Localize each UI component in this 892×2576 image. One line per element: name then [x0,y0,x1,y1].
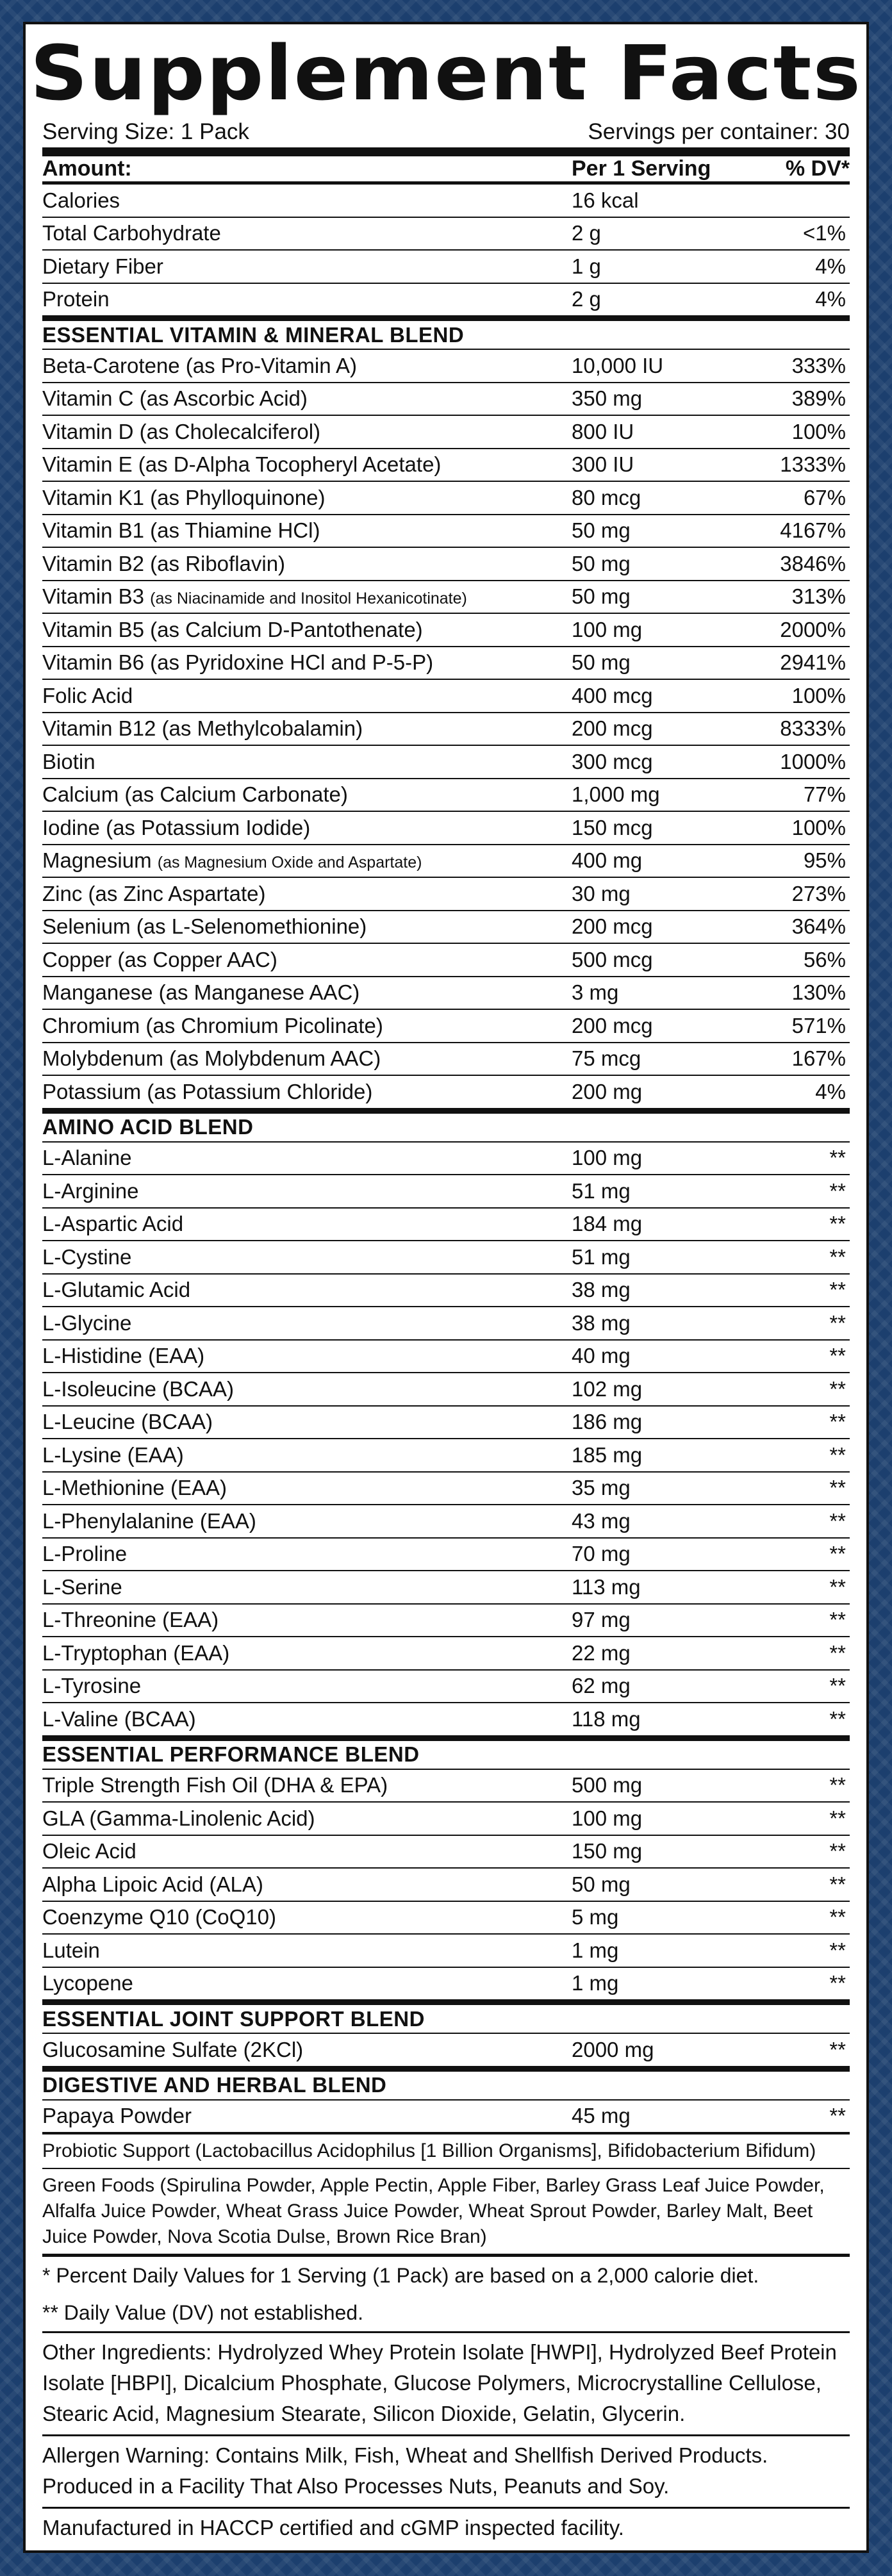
nutrient-label: Manganese (as Manganese AAC) [42,980,360,1005]
nutrient-amount: 1,000 mg [572,782,660,807]
header-amount: Amount: [42,156,132,181]
nutrient-name [42,1278,572,1302]
nutrient-dv: 4% [815,287,846,311]
nutrient-amount: 1 mg [572,1971,619,1995]
nutrient-name [42,684,572,708]
nutrient-label: Beta-Carotene (as Pro-Vitamin A) [42,353,357,377]
digestive-blend-section [42,2101,850,2134]
nutrient-dv: 2941% [780,650,846,675]
amino-blend-section [42,1143,850,1737]
nutrient-dv: 100% [791,683,846,707]
basics-section [42,185,850,317]
nutrient-name [42,1839,572,1863]
table-row [42,878,850,911]
table-row [42,614,850,647]
nutrient-name [42,1443,572,1467]
nutrient-label: L-Lysine (EAA) [42,1442,184,1467]
nutrient-dv: 364% [791,914,846,939]
table-row [42,1637,850,1671]
nutrient-amount: 50 mg [572,650,631,675]
nutrient-label: Vitamin B3 [42,584,144,609]
table-row [42,1241,850,1275]
nutrient-dv: ** [829,1806,846,1830]
nutrient-dv: ** [829,1640,846,1665]
nutrient-amount: 200 mg [572,1079,643,1103]
nutrient-label: Calories [42,188,120,212]
nutrient-dv: 130% [791,980,846,1005]
nutrient-label: Vitamin B1 (as Thiamine HCl) [42,518,320,543]
nutrient-dv: ** [829,1212,846,1236]
table-row [42,944,850,977]
table-row [42,1539,850,1572]
nutrient-label: L-Glycine [42,1310,132,1335]
nutrient-name [42,1344,572,1368]
joint-blend-title: ESSENTIAL JOINT SUPPORT BLEND [42,2001,850,2034]
nutrient-dv: ** [829,1376,846,1401]
performance-blend-title: ESSENTIAL PERFORMANCE BLEND [42,1737,850,1770]
nutrient-name [42,254,572,279]
nutrient-dv: ** [829,1178,846,1203]
nutrient-dv: ** [829,1542,846,1566]
table-row [42,350,850,383]
nutrient-dv: 4% [815,254,846,278]
nutrient-name [42,452,572,477]
performance-blend-section [42,1770,850,2001]
nutrient-amount: 10,000 IU [572,353,664,377]
nutrient-name [42,2038,572,2062]
nutrient-name [42,1410,572,1434]
nutrient-name [42,848,572,873]
nutrient-dv: ** [829,1773,846,1797]
nutrient-label: Vitamin D (as Cholecalciferol) [42,419,321,443]
nutrient-dv: ** [829,1574,846,1599]
servings-per-container: Servings per container: 30 [588,119,850,144]
nutrient-amount: 5 mg [572,1905,619,1929]
nutrient-label: L-Leucine (BCAA) [42,1410,213,1434]
nutrient-amount: 185 mg [572,1442,643,1467]
nutrient-name [42,420,572,444]
nutrient-amount: 500 mcg [572,947,653,971]
table-row [42,1010,850,1043]
nutrient-name [42,1542,572,1566]
nutrient-label: Vitamin B6 (as Pyridoxine HCl and P-5-P) [42,650,434,675]
nutrient-amount: 97 mg [572,1608,631,1632]
nutrient-amount: 50 mg [572,518,631,543]
footnote-not-established: ** Daily Value (DV) not established. [42,2301,363,2324]
nutrient-amount: 113 mg [572,1574,641,1599]
manufacturing-statement: Manufactured in HACCP certified and cGMP inspected facility. [42,2507,850,2548]
nutrient-name [42,354,572,378]
nutrient-dv: 313% [791,584,846,609]
digestive-blend-title: DIGESTIVE AND HERBAL BLEND [42,2067,850,2101]
nutrient-name [42,816,572,840]
table-row [42,1373,850,1407]
nutrient-name [42,618,572,642]
table-row [42,548,850,581]
joint-blend-section [42,2034,850,2067]
nutrient-label: L-Histidine (EAA) [42,1344,205,1368]
nutrient-amount: 800 IU [572,419,634,443]
table-row [42,845,850,879]
nutrient-label: Lycopene [42,1971,133,1995]
nutrient-name [42,1674,572,1698]
vitamin-blend-title: ESSENTIAL VITAMIN & MINERAL BLEND [42,317,850,350]
nutrient-amount: 300 mcg [572,749,653,773]
nutrient-label: L-Tryptophan (EAA) [42,1640,230,1665]
nutrient-label: Vitamin B12 (as Methylcobalamin) [42,716,363,741]
nutrient-amount: 50 mg [572,551,631,575]
nutrient-name [42,1971,572,1995]
nutrient-label: L-Methionine (EAA) [42,1476,227,1500]
table-row [42,1703,850,1737]
nutrient-dv: 8333% [780,716,846,741]
nutrient-name [42,1245,572,1269]
nutrient-amount: 16 kcal [572,188,639,212]
table-row [42,383,850,417]
nutrient-name [42,1212,572,1236]
nutrient-dv: 1000% [780,749,846,773]
nutrient-dv: 100% [791,815,846,839]
nutrient-amount: 1 mg [572,1938,619,1962]
green-foods-text: Green Foods (Spirulina Powder, Apple Pectin, Apple Fiber, Barley Grass Leaf Juice Powder, Alfalfa Juice Powder, Wheat Grass Juice Powder, Wheat Sprout Powder, Barley Malt, Beet Juice Powder, Nova Scotia Dulse, Brown Rice Bran) [42,2168,850,2254]
nutrient-name [42,486,572,510]
nutrient-name [42,980,572,1005]
nutrient-name [42,782,572,807]
table-row [42,2101,850,2134]
nutrient-label: Calcium (as Calcium Carbonate) [42,782,348,807]
nutrient-label: Molybdenum (as Molybdenum AAC) [42,1046,381,1071]
nutrient-name [42,750,572,774]
nutrient-label: L-Glutamic Acid [42,1278,191,1302]
table-row [42,1505,850,1539]
supplement-facts-panel [23,22,869,2553]
nutrient-dv: 77% [803,782,846,807]
nutrient-amount: 150 mcg [572,815,653,839]
nutrient-amount: 184 mg [572,1212,643,1236]
table-row [42,812,850,845]
nutrient-amount: 62 mg [572,1674,631,1698]
nutrient-label: Dietary Fiber [42,254,163,278]
table-row [42,1341,850,1374]
table-row [42,1439,850,1473]
nutrient-amount: 186 mg [572,1410,643,1434]
nutrient-amount: 2000 mg [572,2037,654,2061]
table-row [42,1869,850,1902]
footnote-dv: * Percent Daily Values for 1 Serving (1 Pack) are based on a 2,000 calorie diet. [42,2264,759,2287]
nutrient-amount: 3 mg [572,980,619,1005]
nutrient-name [42,948,572,972]
nutrient-label: Biotin [42,749,95,773]
nutrient-dv: ** [829,1905,846,1929]
table-row [42,185,850,218]
nutrient-dv: 56% [803,947,846,971]
nutrient-dv: 4167% [780,518,846,543]
nutrient-name [42,1641,572,1665]
table-row [42,416,850,449]
nutrient-dv: 4% [815,1079,846,1103]
nutrient-dv: 167% [791,1046,846,1071]
nutrient-dv: ** [829,2037,846,2061]
nutrient-amount: 35 mg [572,1476,631,1500]
table-row [42,284,850,317]
nutrient-label: Iodine (as Potassium Iodide) [42,815,311,839]
nutrient-dv: 571% [791,1013,846,1037]
nutrient-name [42,221,572,245]
nutrient-dv: ** [829,1608,846,1632]
nutrient-amount: 50 mg [572,1872,631,1896]
nutrient-amount: 45 mg [572,2104,631,2128]
table-row [42,746,850,779]
nutrient-dv: ** [829,1706,846,1731]
nutrient-name [42,287,572,311]
nutrient-label: Magnesium [42,848,152,873]
nutrient-dv: 2000% [780,617,846,641]
nutrient-name [42,1311,572,1335]
nutrient-amount: 200 mcg [572,1013,653,1037]
other-ingredients: Other Ingredients: Hydrolyzed Whey Protein Isolate [HWPI], Hydrolyzed Beef Protein Isolate [HBPI], Dicalcium Phosphate, Glucose Polymers, Microcrystalline Cellulose, Stearic Acid, Magnesium Stearate, Silicon Dioxide, Gelatin, Glycerin. [42,2331,850,2434]
nutrient-dv: ** [829,1410,846,1434]
nutrient-label: Potassium (as Potassium Chloride) [42,1079,373,1103]
nutrient-name [42,1509,572,1533]
nutrient-dv: 95% [803,848,846,873]
nutrient-dv: ** [829,1971,846,1995]
nutrient-dv: 389% [791,386,846,411]
nutrient-name [42,1773,572,1797]
nutrient-name [42,518,572,543]
nutrient-label: Zinc (as Zinc Aspartate) [42,881,266,905]
nutrient-name [42,1608,572,1632]
nutrient-name [42,1146,572,1170]
nutrient-amount: 200 mcg [572,716,653,741]
nutrient-amount: 102 mg [572,1376,643,1401]
nutrient-amount: 50 mg [572,584,631,609]
nutrient-name [42,2104,572,2128]
nutrient-name [42,1707,572,1731]
nutrient-dv: 67% [803,485,846,509]
nutrient-label: Chromium (as Chromium Picolinate) [42,1013,383,1037]
nutrient-amount: 400 mg [572,848,643,873]
nutrient-label: Glucosamine Sulfate (2KCl) [42,2037,304,2061]
table-row [42,647,850,681]
table-row [42,1803,850,1836]
footnotes [42,2254,850,2331]
nutrient-amount: 100 mg [572,1146,643,1170]
table-row [42,977,850,1011]
nutrient-name [42,552,572,576]
table-row [42,1143,850,1176]
nutrient-dv: ** [829,1476,846,1500]
nutrient-amount: 38 mg [572,1310,631,1335]
nutrient-label: Vitamin B5 (as Calcium D-Pantothenate) [42,617,423,641]
nutrient-amount: 75 mcg [572,1046,641,1071]
nutrient-dv: ** [829,1839,846,1863]
nutrient-label: L-Isoleucine (BCAA) [42,1376,234,1401]
nutrient-dv: 3846% [780,551,846,575]
vitamin-blend-section [42,350,850,1109]
nutrient-label: Vitamin E (as D-Alpha Tocopheryl Acetate) [42,452,442,477]
nutrient-label: Folic Acid [42,683,133,707]
nutrient-dv: ** [829,1674,846,1698]
table-row [42,713,850,747]
table-row [42,1935,850,1968]
table-row [42,1902,850,1935]
table-row [42,2034,850,2067]
header-dv: % DV* [785,156,850,181]
table-row [42,251,850,284]
nutrient-name [42,1905,572,1929]
allergen-warning: Allergen Warning: Contains Milk, Fish, Wheat and Shellfish Derived Products. Produced in a Facility That Also Processes Nuts, Peanuts and Soy. [42,2434,850,2507]
table-row [42,1275,850,1308]
nutrient-label: Protein [42,287,110,311]
nutrient-label: L-Valine (BCAA) [42,1706,196,1731]
table-header [42,147,850,185]
nutrient-dv: ** [829,1344,846,1368]
nutrient-label: L-Threonine (EAA) [42,1608,219,1632]
nutrient-dv: ** [829,1938,846,1962]
nutrient-amount: 2 g [572,287,601,311]
table-row [42,1407,850,1440]
nutrient-name [42,386,572,411]
nutrient-name [42,1806,572,1831]
nutrient-label: Selenium (as L-Selenomethionine) [42,914,367,939]
nutrient-dv: ** [829,2104,846,2128]
nutrient-dv: ** [829,1508,846,1533]
header-per-serving: Per 1 Serving [572,156,711,181]
nutrient-amount: 400 mcg [572,683,653,707]
table-row [42,911,850,945]
nutrient-name [42,1014,572,1038]
nutrient-dv: 273% [791,881,846,905]
nutrient-label: L-Alanine [42,1146,132,1170]
nutrient-name [42,1938,572,1963]
nutrient-name [42,1872,572,1897]
nutrient-amount: 80 mcg [572,485,641,509]
serving-info [42,117,850,147]
amino-blend-title: AMINO ACID BLEND [42,1109,850,1143]
nutrient-label: Oleic Acid [42,1839,136,1863]
nutrient-name [42,716,572,741]
nutrient-label: L-Tyrosine [42,1674,142,1698]
table-row [42,1473,850,1506]
probiotic-text: Probiotic Support (Lactobacillus Acidophilus [1 Billion Organisms], Bifidobacterium Bifidum) [42,2133,850,2168]
nutrient-dv: ** [829,1244,846,1269]
nutrient-amount: 2 g [572,221,601,245]
table-row [42,1307,850,1341]
nutrient-amount: 51 mg [572,1244,631,1269]
table-row [42,1671,850,1704]
table-row [42,482,850,515]
nutrient-amount: 43 mg [572,1508,631,1533]
table-row [42,1175,850,1209]
table-row [42,1770,850,1803]
nutrient-name [42,882,572,906]
table-row [42,1836,850,1869]
nutrient-amount: 38 mg [572,1278,631,1302]
nutrient-label: Vitamin B2 (as Riboflavin) [42,551,286,575]
table-row [42,1043,850,1077]
nutrient-dv: 100% [791,419,846,443]
nutrient-name [42,1046,572,1071]
nutrient-label: Vitamin K1 (as Phylloquinone) [42,485,326,509]
nutrient-dv: ** [829,1310,846,1335]
nutrient-label: Vitamin C (as Ascorbic Acid) [42,386,308,411]
nutrient-amount: 150 mg [572,1839,643,1863]
nutrient-amount: 500 mg [572,1773,643,1797]
nutrient-name [42,1080,572,1104]
nutrient-amount: 40 mg [572,1344,631,1368]
nutrient-label: L-Serine [42,1574,122,1599]
table-row [42,1209,850,1242]
nutrient-dv: ** [829,1442,846,1467]
nutrient-name [42,1179,572,1203]
nutrient-label: Copper (as Copper AAC) [42,947,277,971]
nutrient-dv: 1333% [780,452,846,477]
nutrient-label: GLA (Gamma-Linolenic Acid) [42,1806,315,1830]
nutrient-label: L-Cystine [42,1244,132,1269]
nutrient-note: (as Magnesium Oxide and Aspartate) [157,854,422,872]
nutrient-name [42,914,572,939]
table-row [42,779,850,813]
table-row [42,449,850,483]
nutrient-dv: 333% [791,353,846,377]
nutrient-amount: 100 mg [572,617,643,641]
table-row [42,680,850,713]
nutrient-amount: 1 g [572,254,601,278]
table-row [42,515,850,549]
table-row [42,581,850,615]
page-title: Supplement Facts [29,29,863,117]
nutrient-amount: 70 mg [572,1542,631,1566]
nutrient-label: Papaya Powder [42,2104,192,2128]
nutrient-name [42,1377,572,1401]
nutrient-amount: 200 mcg [572,914,653,939]
nutrient-label: Coenzyme Q10 (CoQ10) [42,1905,276,1929]
table-row [42,1968,850,2001]
nutrient-label: Total Carbohydrate [42,221,221,245]
nutrient-label: L-Phenylalanine (EAA) [42,1508,256,1533]
nutrient-dv: ** [829,1872,846,1896]
serving-size: Serving Size: 1 Pack [42,119,249,144]
nutrient-name [42,650,572,675]
nutrient-name [42,1476,572,1500]
nutrient-label: Lutein [42,1938,100,1962]
nutrient-amount: 51 mg [572,1178,631,1203]
nutrient-name [42,584,572,609]
nutrient-dv: ** [829,1278,846,1302]
table-row [42,1076,850,1109]
table-row [42,218,850,251]
nutrient-amount: 118 mg [572,1706,641,1731]
nutrient-amount: 30 mg [572,881,631,905]
nutrient-amount: 100 mg [572,1806,643,1830]
nutrient-label: L-Aspartic Acid [42,1212,184,1236]
nutrient-dv: ** [829,1146,846,1170]
nutrient-label: Alpha Lipoic Acid (ALA) [42,1872,263,1896]
nutrient-label: Triple Strength Fish Oil (DHA & EPA) [42,1773,388,1797]
nutrient-amount: 22 mg [572,1640,631,1665]
nutrient-label: L-Proline [42,1542,128,1566]
table-row [42,1605,850,1638]
nutrient-name [42,188,572,213]
table-row [42,1571,850,1605]
nutrient-amount: 350 mg [572,386,643,411]
nutrient-dv: <1% [803,221,846,245]
nutrient-label: L-Arginine [42,1178,139,1203]
nutrient-note: (as Niacinamide and Inositol Hexanicotinate) [150,590,467,608]
nutrient-amount: 300 IU [572,452,634,477]
nutrient-name [42,1575,572,1599]
